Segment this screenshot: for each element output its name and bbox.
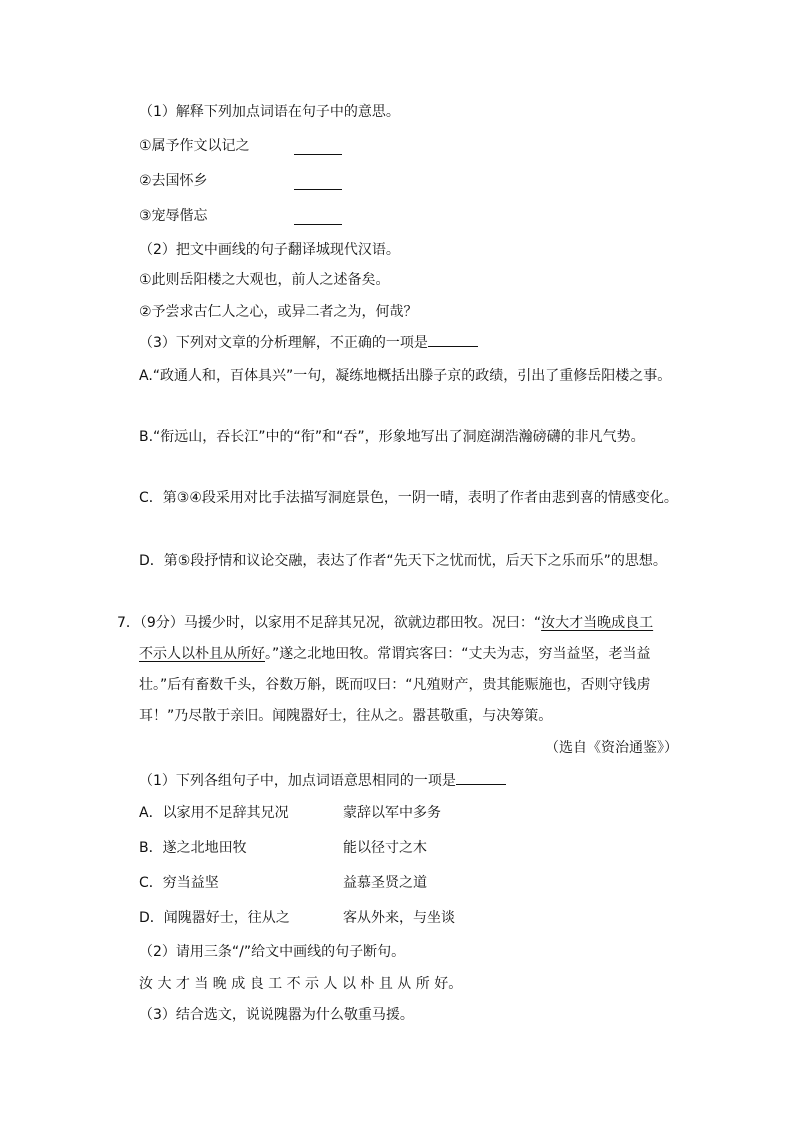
underlined-sentence: 不示人以朴且从所好 xyxy=(139,646,265,662)
q7-passage-line-1 xyxy=(117,613,653,633)
q6-sub3-option-d: D．第⑤段抒情和议论交融，表达了作者“先天下之忧而忧，后天下之乐而乐”的思想。 xyxy=(139,553,667,569)
q6-sub3-heading-row xyxy=(139,333,478,353)
q7-sub1-option-a-left: A．以家用不足辞其兄况 xyxy=(139,805,289,821)
q7-passage-line-3: 壮。”后有畜数千头，谷数万斛，既而叹曰：“凡殖财产，贵其能赈施也，否则守钱虏 xyxy=(139,677,651,693)
q7-passage-text: 马援少时，以家用不足辞其兄况，欲就边郡田牧。况曰：“ xyxy=(183,615,542,631)
q7-score: （9分） xyxy=(139,615,184,631)
q7-sub1-option-b-right: 能以径寸之木 xyxy=(343,840,427,856)
answer-blank[interactable] xyxy=(294,210,342,225)
q7-passage-text: 。”遂之北地田牧。常谓宾客曰：“丈夫为志，穷当益坚，老当益 xyxy=(265,646,651,662)
source-text: （选自《资治通鉴》 xyxy=(545,740,664,756)
q7-passage-line-4: 耳！”乃尽散于亲旧。闻隗嚣好士，往从之。嚣甚敬重，与决筹策。 xyxy=(139,708,553,724)
q7-passage-line-2 xyxy=(139,644,651,664)
q7-sub1-option-b-left: B．遂之北地田牧 xyxy=(139,840,247,856)
q7-number: 7． xyxy=(117,615,140,631)
q7-sub1-heading-row xyxy=(139,771,506,791)
underlined-sentence: 汝大才当晚成良工 xyxy=(541,615,654,631)
q7-sub2-sentence: 汝 大 才 当 晚 成 良 工 不 示 人 以 朴 且 从 所 好。 xyxy=(139,976,463,992)
q7-sub1-option-d-right: 客从外来，与坐谈 xyxy=(343,910,455,926)
q7-sub1-option-d-left: D．闻隗嚣好士，往从之 xyxy=(139,910,290,926)
answer-blank[interactable] xyxy=(294,140,342,155)
q7-sub1-option-a-right: 蒙辞以军中多务 xyxy=(343,805,441,821)
q6-sub1-heading: （1）解释下列加点词语在句子中的意思。 xyxy=(139,104,400,120)
q6-sub1-item: ③宠辱偕忘 xyxy=(139,208,208,224)
q6-sub3-option-c: C．第③④段采用对比手法描写洞庭景色，一阴一晴，表明了作者由悲到喜的情感变化。 xyxy=(139,490,678,506)
q7-sub1-option-c-right: 益慕圣贤之道 xyxy=(343,875,427,891)
answer-blank[interactable] xyxy=(294,175,342,190)
q7-sub1-option-c-left: C．穷当益坚 xyxy=(139,875,219,891)
q6-sub3-option-a: A.“政通人和，百体具兴”一句，凝练地概括出滕子京的政绩，引出了重修岳阳楼之事。 xyxy=(139,368,672,384)
q6-sub2-item: ②予尝求古仁人之心，或异二者之为，何哉？ xyxy=(139,304,418,320)
q6-sub1-item: ①属予作文以记之 xyxy=(139,138,250,154)
q7-sub1-heading: （1）下列各组句子中，加点词语意思相同的一项是 xyxy=(139,773,456,789)
answer-blank[interactable] xyxy=(428,334,478,347)
q6-sub3-option-b: B.“衔远山，吞长江”中的“衔”和“吞”，形象地写出了洞庭湖浩瀚磅礴的非凡气势。 xyxy=(139,429,645,445)
q7-source xyxy=(545,738,678,758)
q7-sub2-heading: （2）请用三条“/”给文中画线的句子断句。 xyxy=(139,944,406,960)
q6-sub2-item: ①此则岳阳楼之大观也，前人之述备矣。 xyxy=(139,272,390,288)
q6-sub2-heading: （2）把文中画线的句子翻译城现代汉语。 xyxy=(139,242,400,258)
q7-sub3-heading: （3）结合选文，说说隗嚣为什么敬重马援。 xyxy=(139,1007,414,1023)
answer-blank[interactable] xyxy=(456,772,506,785)
q6-sub3-heading: （3）下列对文章的分析理解，不正确的一项是 xyxy=(139,335,428,351)
source-end: ） xyxy=(664,740,678,756)
q6-sub1-item: ②去国怀乡 xyxy=(139,173,208,189)
